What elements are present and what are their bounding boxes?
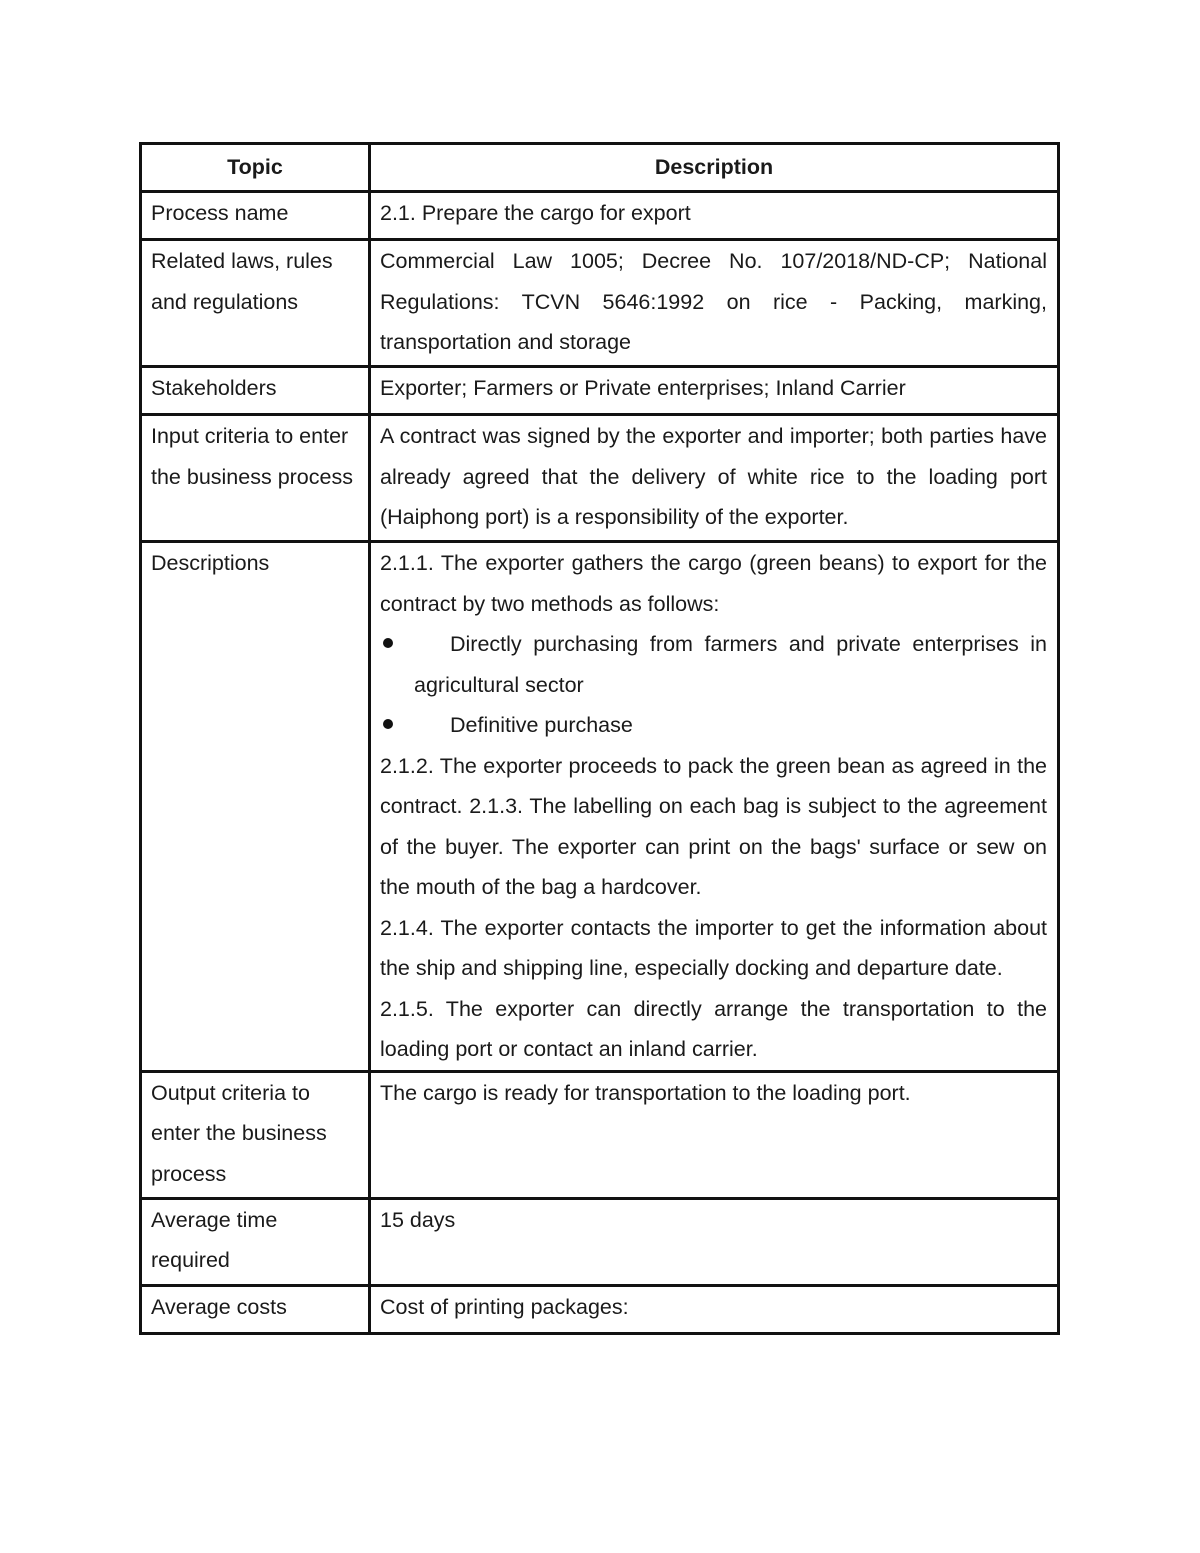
table-row-input-criteria [141, 415, 1059, 542]
description-paragraph: 2.1.1. The exporter gathers the cargo (green beans) to export for the contract by two methods as follows: [380, 551, 1047, 616]
header-description: Description [370, 144, 1059, 192]
topic-cell: Related laws, rules and regulations [141, 240, 370, 367]
topic-cell: Output criteria to enter the business process [141, 1071, 370, 1198]
description-cell: Commercial Law 1005; Decree No. 107/2018/ND-CP; National Regulations: TCVN 5646:1992 on rice - Packing, marking, transportation and storage [370, 240, 1059, 367]
table-row-average-costs [141, 1285, 1059, 1333]
description-cell [370, 542, 1059, 1072]
bullet-icon [383, 719, 393, 729]
topic-cell: Descriptions [141, 542, 370, 1072]
table-row-average-time [141, 1198, 1059, 1285]
description-paragraph: 2.1.4. The exporter contacts the importer to get the information about the ship and shipping line, especially docking and departure date. [380, 915, 1047, 980]
table-row-process-name [141, 192, 1059, 240]
bullet-text: Directly purchasing from farmers and private enterprises in agricultural sector [414, 632, 1047, 697]
topic-cell: Process name [141, 192, 370, 240]
topic-cell: Stakeholders [141, 367, 370, 415]
business-process-table [139, 142, 1060, 1335]
table-row-output-criteria [141, 1071, 1059, 1198]
table-row-stakeholders [141, 367, 1059, 415]
topic-cell: Average costs [141, 1285, 370, 1333]
bullet-icon [383, 638, 393, 648]
description-cell: Cost of printing packages: [370, 1285, 1059, 1333]
description-paragraph: 2.1.5. The exporter can directly arrange the transportation to the loading port or contact an inland carrier. [380, 996, 1047, 1061]
table-row-related-laws [141, 240, 1059, 367]
description-paragraph: 2.1.2. The exporter proceeds to pack the green bean as agreed in the contract. 2.1.3. The labelling on each bag is subject to the agreement of the buyer. The exporter can print on the bags' surface or sew on the mouth of the bag a hardcover. [380, 753, 1047, 899]
description-cell: 2.1. Prepare the cargo for export [370, 192, 1059, 240]
table-row-descriptions [141, 542, 1059, 1072]
description-cell: The cargo is ready for transportation to the loading port. [370, 1071, 1059, 1198]
topic-cell: Input criteria to enter the business process [141, 415, 370, 542]
description-cell: Exporter; Farmers or Private enterprises; Inland Carrier [370, 367, 1059, 415]
description-cell: A contract was signed by the exporter and importer; both parties have already agreed that the delivery of white rice to the loading port (Haiphong port) is a responsibility of the exporter. [370, 415, 1059, 542]
table-header-row [141, 144, 1059, 192]
bullet-text: Definitive purchase [450, 713, 633, 737]
bullet-item [380, 705, 1047, 746]
topic-cell: Average time required [141, 1198, 370, 1285]
bullet-item [380, 624, 1047, 705]
description-cell: 15 days [370, 1198, 1059, 1285]
header-topic: Topic [141, 144, 370, 192]
